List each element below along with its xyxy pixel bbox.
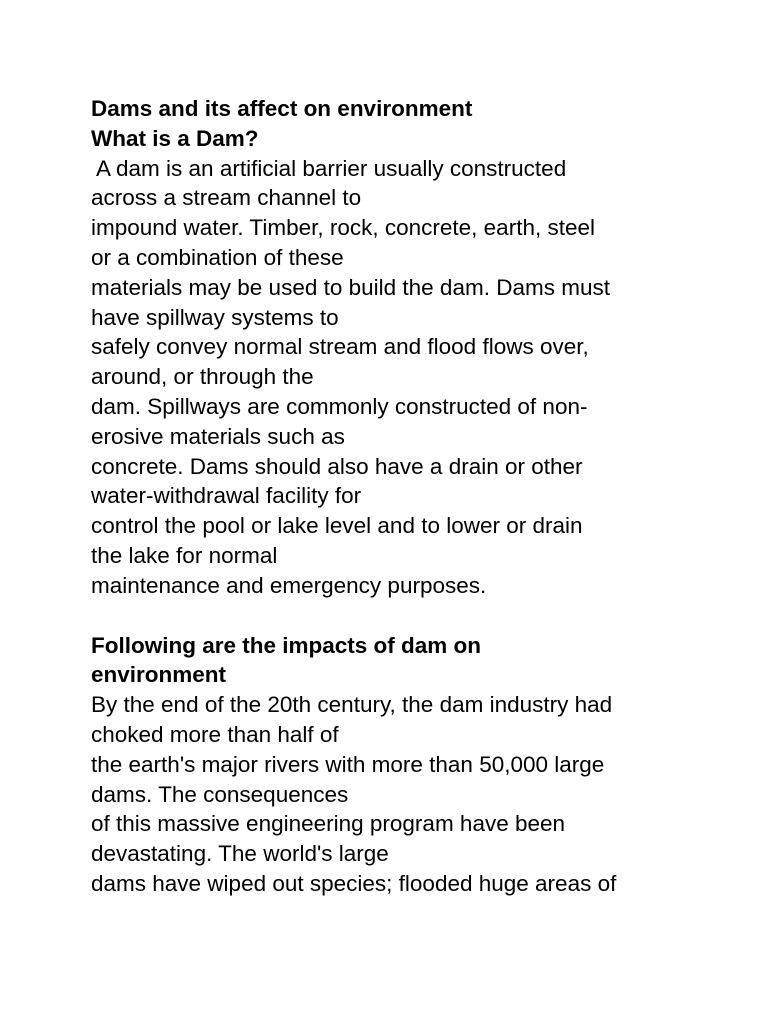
paragraph-line: dams have wiped out species; flooded huge areas of <box>91 870 617 896</box>
paragraph-line: materials may be used to build the dam. Dams must <box>91 274 610 300</box>
paragraph-line: control the pool or lake level and to lower or drain <box>91 513 583 539</box>
heading-line: environment <box>91 662 227 688</box>
document-title: Dams and its affect on environment <box>91 96 473 121</box>
paragraph-line: By the end of the 20th century, the dam industry had <box>91 692 613 718</box>
paragraph-line: erosive materials such as <box>91 423 345 449</box>
paragraph-line: across a stream channel to <box>91 185 362 211</box>
paragraph-dam-definition <box>91 154 731 601</box>
section-heading-what-is-a-dam: What is a Dam? <box>91 125 259 151</box>
paragraph-line: concrete. Dams should also have a drain or other <box>91 453 583 479</box>
paragraph-line: dam. Spillways are commonly constructed of non- <box>91 393 588 419</box>
paragraph-line: water-withdrawal facility for <box>91 483 362 509</box>
paragraph-line: of this massive engineering program have been <box>91 811 566 837</box>
paragraph-line: the lake for normal <box>91 542 278 568</box>
paragraph-line: maintenance and emergency purposes. <box>91 572 487 598</box>
paragraph-line: devastating. The world's large <box>91 841 389 867</box>
section-spacer <box>91 601 731 631</box>
heading-line: Following are the impacts of dam on <box>91 632 482 658</box>
paragraph-line: impound water. Timber, rock, concrete, earth, steel <box>91 215 595 241</box>
paragraph-line: around, or through the <box>91 364 314 390</box>
paragraph-line: A dam is an artificial barrier usually constructed <box>91 155 567 181</box>
paragraph-line: or a combination of these <box>91 244 344 270</box>
document-page <box>91 94 731 899</box>
paragraph-line: the earth's major rivers with more than 50,000 large <box>91 751 605 777</box>
section-heading-impacts <box>91 631 731 691</box>
paragraph-line: dams. The consequences <box>91 781 349 807</box>
paragraph-line: have spillway systems to <box>91 304 339 330</box>
paragraph-dam-impacts <box>91 690 731 899</box>
paragraph-line: safely convey normal stream and flood flows over, <box>91 334 589 360</box>
paragraph-line: choked more than half of <box>91 721 339 747</box>
